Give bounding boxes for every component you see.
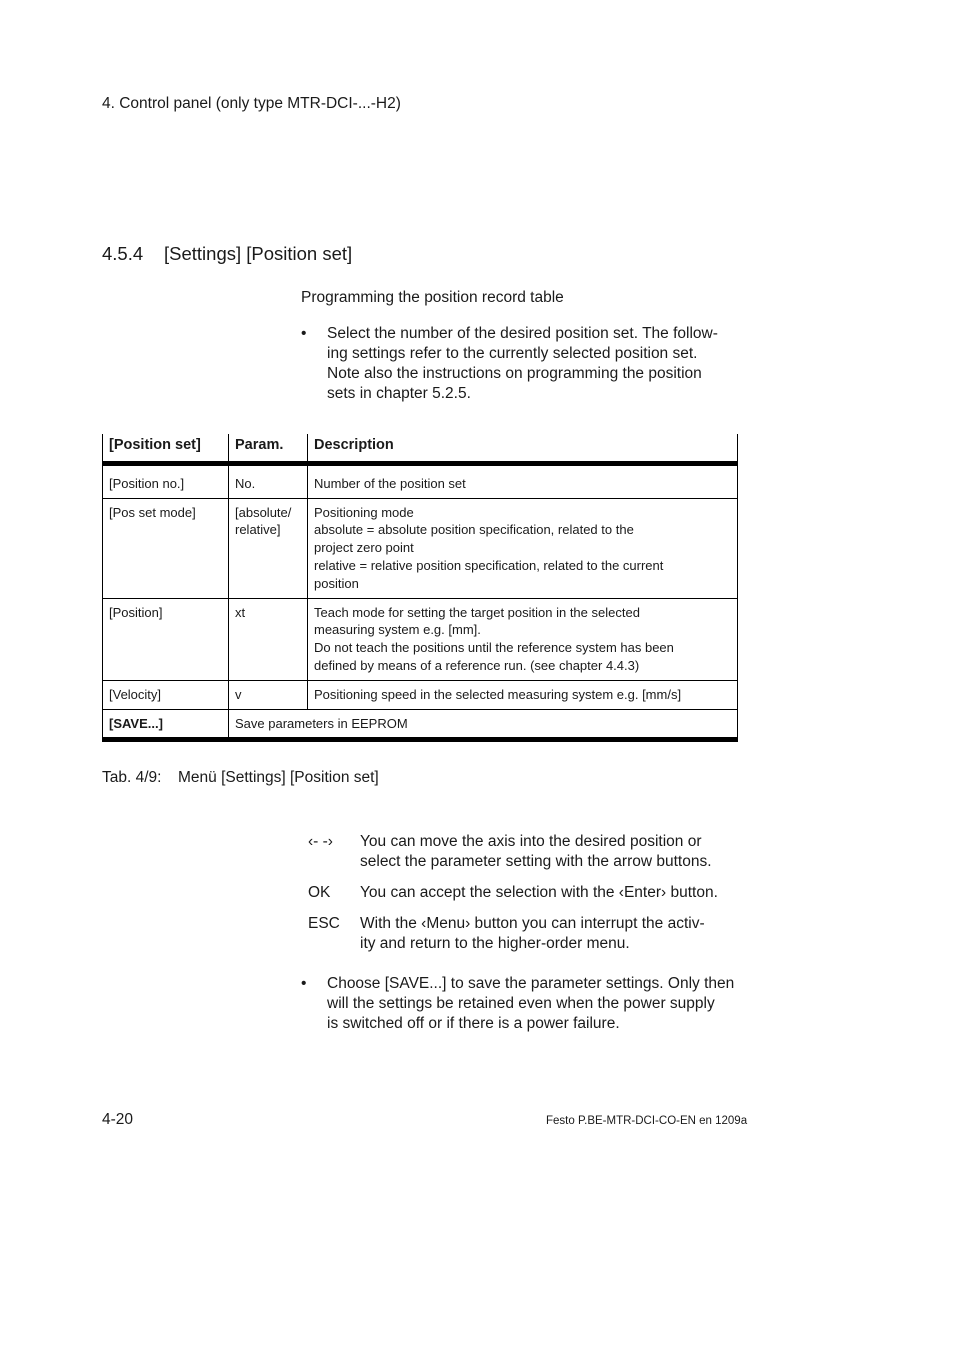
page-number: 4-20	[102, 1111, 134, 1128]
table-caption	[102, 769, 379, 787]
key-row	[308, 832, 748, 872]
table-row	[103, 680, 738, 709]
position-set-table	[102, 434, 738, 742]
key-label: OK	[308, 884, 331, 901]
key-row	[308, 914, 748, 954]
header-position-set: [Position set]	[103, 434, 229, 463]
intro-text: Programming the position record table	[301, 289, 564, 306]
key-label: ESC	[308, 915, 340, 932]
cell-param: v	[229, 680, 308, 709]
cell-set: [Position no.]	[103, 463, 229, 498]
cell-set: [Position]	[103, 598, 229, 680]
key-desc: You can move the axis into the desired position or select the parameter setting with the arrow buttons.	[360, 833, 712, 870]
bullet-text: Choose [SAVE...] to save the parameter settings. Only then will the settings be retained even when the power supply is switched off or if there is a power failure.	[327, 975, 735, 1032]
cell-set: [Pos set mode]	[103, 498, 229, 598]
key-row	[308, 883, 748, 903]
table-row-save	[103, 709, 738, 740]
cell-param: No.	[229, 463, 308, 498]
cell-param: [absolute/ relative]	[229, 498, 308, 598]
caption-text: Menü [Settings] [Position set]	[178, 769, 379, 786]
cell-desc: Positioning speed in the selected measuring system e.g. [mm/s]	[308, 680, 738, 709]
cell-desc: Positioning mode absolute = absolute position specification, related to the project zero point relative = relative position specification, related to the current position	[308, 498, 738, 598]
table-row	[103, 498, 738, 598]
cell-desc: Number of the position set	[308, 463, 738, 498]
bullet-dot: •	[301, 325, 307, 342]
cell-desc: Teach mode for setting the target position in the selected measuring system e.g. [mm]. Do not teach the positions until the reference system has been defined by means of a reference run. (see chapter 4.4.3)	[308, 598, 738, 680]
bullet-dot: •	[301, 975, 307, 992]
cell-set: [SAVE...]	[103, 709, 229, 740]
bullet-item	[301, 324, 741, 404]
bullet-text: Select the number of the desired position set. The follow- ing settings refer to the currently selected position set. Note also the instructions on programming the position sets in chapter 5.2.5.	[327, 325, 718, 402]
running-header: 4. Control panel (only type MTR-DCI-...-H2)	[102, 95, 401, 112]
cell-desc: Save parameters in EEPROM	[229, 709, 738, 740]
cell-param: xt	[229, 598, 308, 680]
table-row	[103, 598, 738, 680]
header-description: Description	[308, 434, 738, 463]
section-title: [Settings] [Position set]	[164, 243, 353, 264]
bullet-item	[301, 974, 741, 1034]
header-param: Param.	[229, 434, 308, 463]
key-desc: With the ‹Menu› button you can interrupt the activ- ity and return to the higher-order menu.	[360, 915, 705, 952]
key-desc: You can accept the selection with the ‹Enter› button.	[360, 884, 718, 901]
table-row	[103, 463, 738, 498]
section-heading	[102, 243, 352, 265]
cell-set: [Velocity]	[103, 680, 229, 709]
table-header-row	[103, 434, 738, 463]
key-list	[308, 832, 748, 965]
document-id: Festo P.BE-MTR-DCI-CO-EN en 1209a	[546, 1115, 748, 1127]
key-label: ‹- -›	[308, 833, 333, 850]
section-number: 4.5.4	[102, 243, 144, 264]
caption-tag: Tab. 4/9:	[102, 769, 162, 786]
